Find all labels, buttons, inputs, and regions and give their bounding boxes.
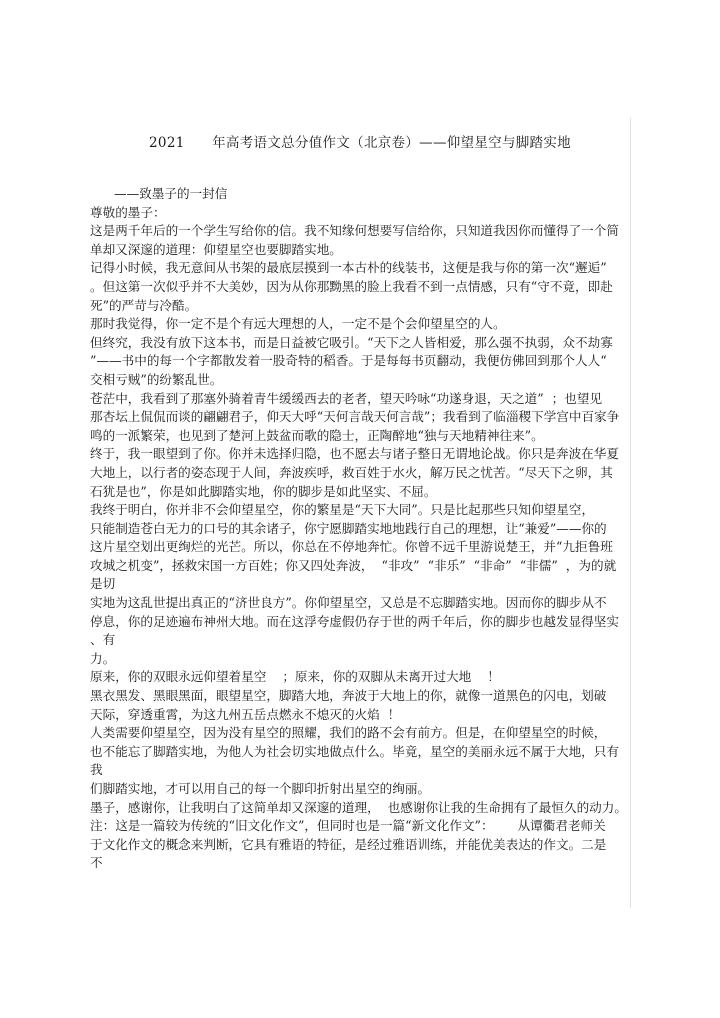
body-line: 鸣的一派繁荣，也见到了楚河上鼓盆而歌的隐士，正陶醉地“独与天地精神往来”。 [90,427,544,443]
body-line: 停息，你的足迹遍布神州大地。而在这浮夸虚假仍存于世的两千年后，你的脚步也越发显得坚实 [90,613,619,629]
body-line: 墨子，感谢你，让我明白了这简单却又深邃的道理， 也感谢你让我的生命拥有了最恒久的动力。 [90,799,627,815]
body-line: 于文化作文的概念来判断，它具有雅语的特征，是经过雅语训练，并能优美表达的作文。二是 [90,836,607,852]
body-line: ——致墨子的一封信 [90,186,228,201]
body-line: 但终究，我没有放下这本书，而是日益被它吸引。“天下之人皆相爱，那么强不执弱，众不劫寡 [90,334,613,350]
body-line: 石犹是也”，你是如此脚踏实地，你的脚步是如此坚实、不屈。 [90,483,437,499]
body-line: 是切 [90,576,116,592]
body-line: 们脚踏实地，才可以用自己的每一个脚印折射出星空的绚丽。 [90,781,431,796]
body-line: 力。 [90,650,116,666]
body-line: 黑衣黑发、黑眼黑面，眼望星空，脚踏大地，奔波于大地上的你，就像一道黑色的闪电，划破 [90,688,607,704]
body-line: 人类需要仰望星空，因为没有星空的照耀，我们的路不会有前方。但是，在仰望星空的时候， [90,725,607,741]
body-line: 记得小时候，我无意间从书架的最底层摸到一本古朴的线装书，这便是我与你的第一次“邂逅” [90,260,607,276]
body-line: 那时我觉得，你一定不是个有远大理想的人，一定不是个会仰望星空的人。 [90,316,506,332]
body-line: 死”的严苛与冷酷。 [90,297,198,313]
body-line: 单却又深邃的道理：仰望星空也要脚踏实地。 [90,241,342,257]
body-line: 攻城之机变”，拯救宋国一方百姓；你又四处奔波， “非攻” “非乐” “非命” “非儒” ，为的就 [90,557,617,573]
body-line: 也不能忘了脚踏实地，为他人为社会切实地做点什么。毕竟，星空的美丽永远不属于大地，只有 [90,743,619,759]
body-line: 只能制造苍白无力的口号的其余诸子，你宁愿脚踏实地地践行自己的理想，让“兼爱”——你的 [90,520,607,536]
body-line: 、有 [90,632,116,648]
body-line: 尊敬的墨子： [90,204,166,220]
body-line: 这片星空划出更绚烂的光芒。所以，你总在不停地奔忙。你曾不远千里游说楚王，并“九拒鲁班 [90,539,613,555]
body-line: 不 [90,855,103,871]
body-line: 这是两千年后的一个学生写给你的信。我不知缘何想要写信给你，只知道我因你而懂得了一个简 [90,223,619,239]
document-body [90,185,660,873]
body-line: 注：这是一篇较为传统的“旧文化作文”，但同时也是一篇“新文化作文”： 从谭衢君老师关 [90,818,606,834]
body-line: 交相亏贼”的纷繁乱世。 [90,371,223,387]
body-line: 天际，穿透重霄，为这九州五岳点燃永不熄灭的火焰 ！ [90,706,401,722]
body-line: 终于，我一眼望到了你。你并未选择归隐，也不愿去与诸子整日无谓地论战。你只是奔波在华夏 [90,446,619,462]
body-line: 实地为这乱世提出真正的“济世良方”。你仰望星空，又总是不忘脚踏实地。因而你的脚步从不 [90,595,607,611]
body-line: 大地上，以行者的姿态现于人间，奔波疾呼，救百姓于水火，解万民之忧苦。“尽天下之卵，其 [90,464,613,480]
body-line: 原来，你的双眼永远仰望着星空 ；原来，你的双脚从未离开过大地 ！ [90,669,500,685]
body-line: 我 [90,762,103,778]
body-line: ”——书中的每一个字都散发着一股奇特的稻香。于是每每书页翻动，我便仿佛回到那个人人“ [90,353,607,369]
body-line: 苍茫中，我看到了那塞外骑着青牛缓缓西去的老者，望天吟咏“功遂身退，天之道” ；也望见 [90,390,603,406]
document-title: 2021 年高考语文总分值作文（北京卷）——仰望星空与脚踏实地 [149,135,571,151]
body-line: 那杏坛上侃侃而谈的翩翩君子，仰天大呼“天何言哉天何言哉”；我看到了临淄稷下学宫中百家争 [90,409,620,425]
body-line: 。但这第一次似乎并不大美妙，因为从你那黝黑的脸上我看不到一点情感，只有“守不竟，即赴 [90,278,613,294]
body-line: 我终于明白，你并非不会仰望星空，你的繁星是“天下大同”。只是比起那些只知仰望星空， [90,502,595,518]
